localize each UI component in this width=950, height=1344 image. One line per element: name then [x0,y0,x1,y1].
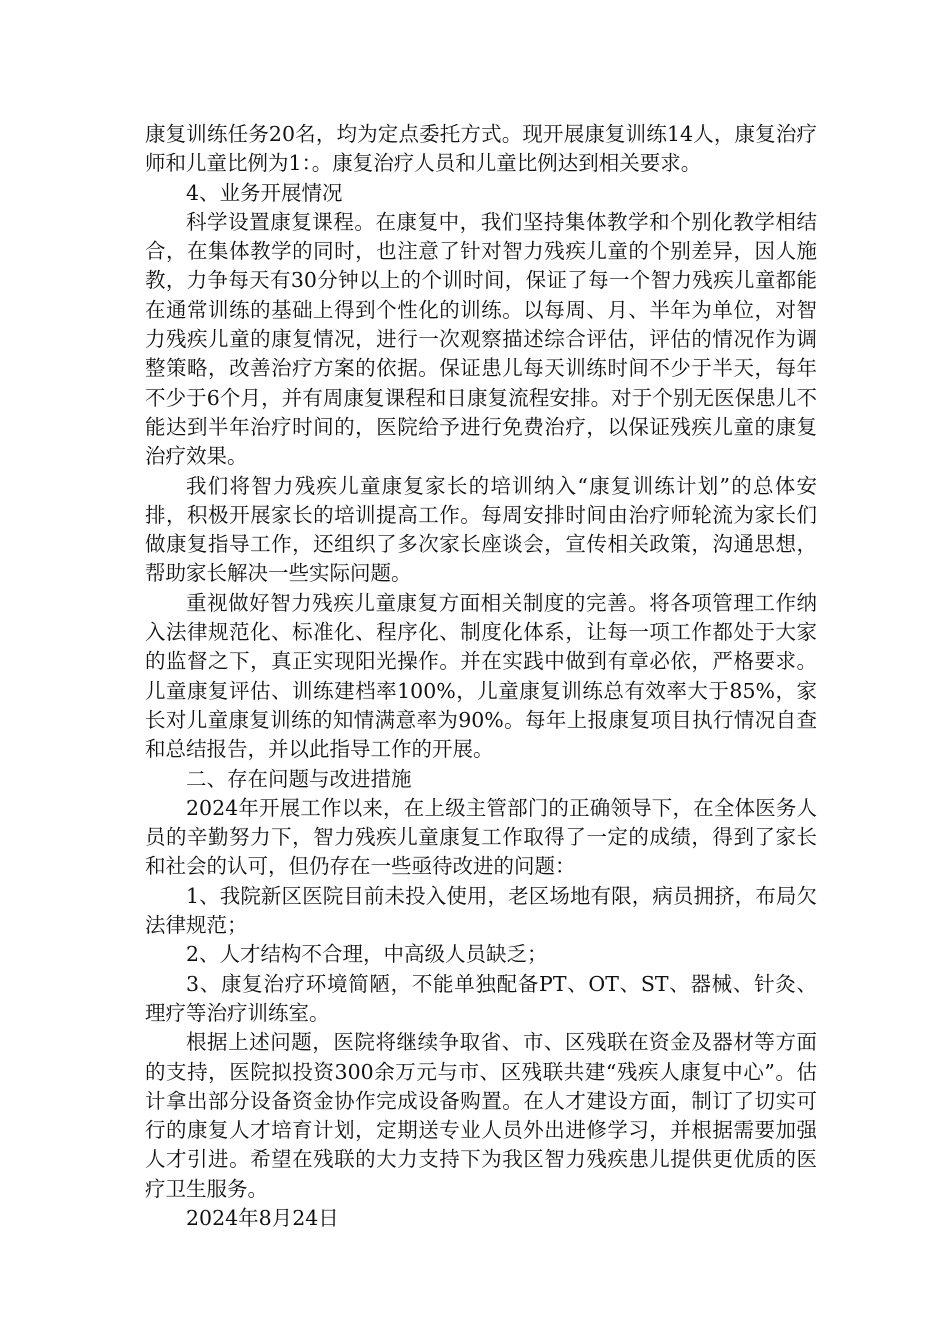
section-heading-business: 4、业务开展情况 [186,180,343,205]
section-heading-problems: 二、存在问题与改进措施 [186,766,412,791]
paragraph-curriculum: 科学设置康复课程。在康复中，我们坚持集体教学和个别化教学相结合，在集体教学的同时，也注意了针对智力残疾儿童的个别差异，因人施教，力争每天有30分钟以上的个训时间，保证了每一个智力残疾儿童都能在通常训练的基础上得到个性化的训练。以每周、月、半年为单位，对智力残疾儿童的康复情况，进行一次观察描述综合评估，评估的情况作为调整策略，改善治疗方案的依据。保证患儿每天训练时间不少于半天，每年不少于6个月，并有周康复课程和日康复流程安排。对于个别无医保患儿不能达到半年治疗时间的，医院给予进行免费治疗，以保证残疾儿童的康复治疗效果。 [145,209,817,469]
paragraph-improvements: 根据上述问题，医院将继续争取省、市、区残联在资金及器材等方面的支持，医院拟投资300余万元与市、区残联共建“残疾人康复中心”。估计拿出部分设备资金协作完成设备购置。在人才建设方面，制订了切实可行的康复人才培育计划，定期送专业人员外出进修学习，并根据需要加强人才引进。希望在残联的大力支持下为我区智力残疾患儿提供更优质的医疗卫生服务。 [145,1030,817,1201]
paragraph-problems-intro: 2024年开展工作以来，在上级主管部门的正确领导下，在全体医务人员的辛勤努力下，智力残疾儿童康复工作取得了一定的成绩，得到了家长和社会的认可，但仍存在一些亟待改进的问题： [145,795,817,879]
problem-item-3: 3、康复治疗环境简陋，不能单独配备PT、OT、ST、器械、针灸、理疗等治疗训练室。 [145,971,817,1025]
paragraph-parent-training: 我们将智力残疾儿童康复家长的培训纳入“康复训练计划”的总体安排，积极开展家长的培训提高工作。每周安排时间由治疗师轮流为家长们做康复指导工作，还组织了多次家长座谈会，宣传相关政策，沟通思想，帮助家长解决一些实际问题。 [145,473,817,586]
problem-item-1: 1、我院新区医院目前未投入使用，老区场地有限，病员拥挤，布局欠法律规范； [145,883,817,938]
document-date: 2024年8月24日 [186,1205,339,1230]
document-page [145,120,817,1233]
problem-item-2: 2、人才结构不合理，中高级人员缺乏； [186,942,548,967]
paragraph-systems: 重视做好智力残疾儿童康复方面相关制度的完善。将各项管理工作纳入法律规范化、标准化、程序化、制度化体系，让每一项工作都处于大家的监督之下，真正实现阳光操作。并在实践中做到有章必依，严格要求。儿童康复评估、训练建档率100%，儿童康复训练总有效率大于85%，家长对儿童康复训练的知情满意率为90%。每年上报康复项目执行情况自查和总结报告，并以此指导工作的开展。 [145,590,817,762]
paragraph-training-tasks: 康复训练任务20名，均为定点委托方式。现开展康复训练14人，康复治疗师和儿童比例为1：。康复治疗人员和儿童比例达到相关要求。 [145,122,817,176]
